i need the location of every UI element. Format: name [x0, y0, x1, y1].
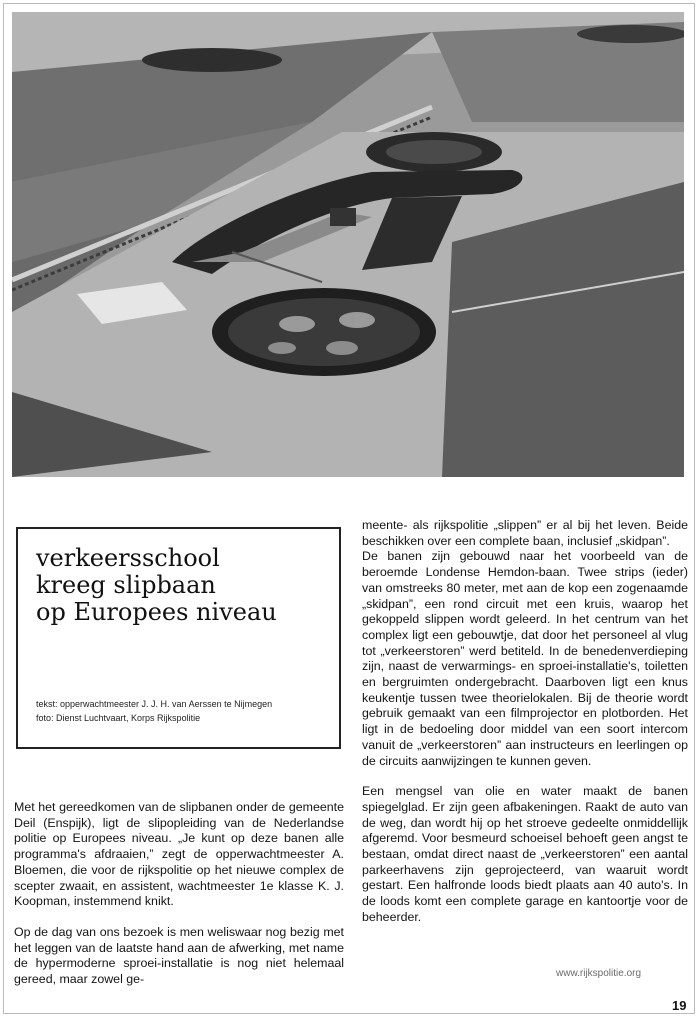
article-headline [36, 545, 336, 626]
aerial-photo-illustration [12, 12, 684, 477]
headline-line: verkeersschool [36, 544, 220, 572]
paragraph: Met het gereedkomen van de slipbanen onder de gemeente Deil (Enspijk), ligt de slipopleiding van de Nederlandse politie op Europees niveau. „Je kunt op deze banen alle programma's afdraaien,” zegt de opperwachtmeester A. Bloemen, die voor de rijkspolitie op het nieuwe complex de scepter zwaait, en assistent, wachtmeester 1e klasse K. J. Koopman, instemmend knikt. [14, 800, 344, 909]
headline-line: kreeg slipbaan [36, 571, 216, 599]
photo-credit: foto: Dienst Luchtvaart, Korps Rijkspolitie [36, 713, 201, 723]
headline-line: op Europees niveau [36, 598, 277, 626]
article-column-left [14, 800, 344, 988]
title-box [16, 527, 341, 749]
paragraph: Een mengsel van olie en water maakt de banen spiegelglad. Er zijn geen afbakeningen. Raakt de auto van de weg, dan wordt hij op het stroeve gedeelte onmiddellijk afgeremd. Voor besmeurd schoeisel behoeft geen angst te bestaan, omdat direct naast de „verkeerstoren” een aantal parkeerhavens zijn geprojecteerd, van waaruit wordt gestart. Een halfronde loods biedt plaats aan 40 auto's. In de loods komt een complete garage en kantoortje voor de beheerder. [362, 784, 688, 924]
watermark: www.rijkspolitie.org [556, 968, 642, 979]
paragraph: Op de dag van ons bezoek is men weliswaar nog bezig met het leggen van de laatste hand aan de afwerking, met name de hypermoderne sproei-installatie is nog niet helemaal gereed, maar zowel ge- [14, 924, 344, 987]
article-credits [36, 697, 336, 725]
text-credit: tekst: opperwachtmeester J. J. H. van Aerssen te Nijmegen [36, 699, 273, 709]
paragraph: meente- als rijkspolitie „slippen” er al bij het leven. Beide beschikken over een complete baan, inclusief „skidpan”. De banen zijn gebouwd naar het voorbeeld van de beroemde Londense Hemdon-baan. Twee strips (ieder) van omstreeks 80 meter, met aan de kop een zogenaamde „skidpan”, een rond circuit met een kruis, waarop het gekoppeld slippen wordt geleerd. In het centrum van het complex ligt een gebouwtje, dat door het personeel al vlug tot „verkeerstoren” werd betiteld. In de benedenverdieping zijn, naast de verwarmings- en sproei-installatie's, toiletten en bergruimten ondergebracht. Daarboven ligt een knus keukentje tussen twee theorielokalen. Bij de theorie wordt gebruik gemaakt van een filmprojector en plotborden. Het ligt in de bedoeling door middel van een soort intercom vanuit de „verkeerstoren” aan instructeurs en leerlingen op de circuits aanwijzingen te kunnen geven. [362, 518, 688, 768]
article-column-right [362, 518, 688, 926]
page-number: 19 [672, 998, 687, 1013]
aerial-photo [12, 12, 684, 477]
